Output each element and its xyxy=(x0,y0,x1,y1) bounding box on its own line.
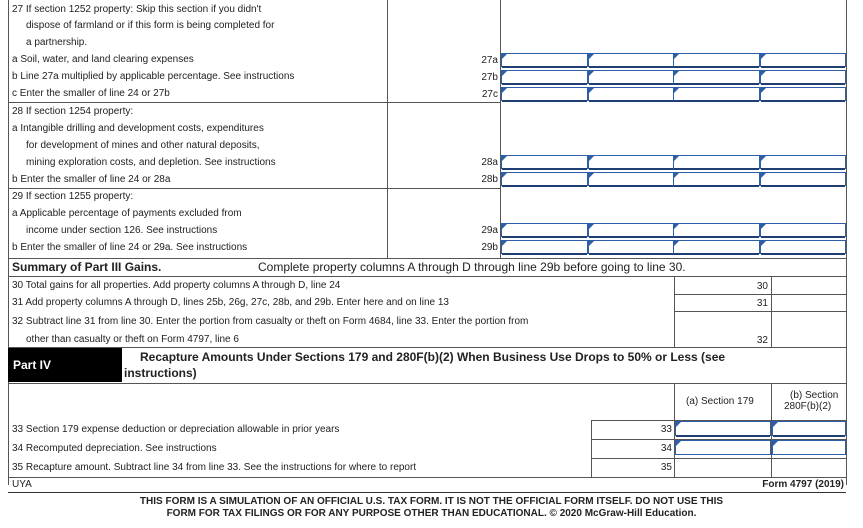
line29-heading: 29 If section 1255 property: xyxy=(12,191,134,202)
code-28a: 28a xyxy=(481,157,498,168)
line30-label: 30 Total gains for all properties. Add property columns A through D, line 24 xyxy=(12,280,341,291)
line35-label: 35 Recapture amount. Subtract line 34 from line 33. See the instructions for where to report xyxy=(12,462,417,473)
divider xyxy=(8,276,846,277)
code-35: 35 xyxy=(660,462,672,473)
line28a-property-b-input[interactable] xyxy=(588,155,675,169)
line34-label: 34 Recomputed depreciation. See instructions xyxy=(12,443,217,454)
line27a-property-a-input[interactable] xyxy=(501,53,588,67)
line28b-property-b-input[interactable] xyxy=(588,172,675,186)
line27b-label: b Line 27a multiplied by applicable percentage. See instructions xyxy=(12,71,295,82)
part4-title: Recapture Amounts Under Sections 179 and 280F(b)(2) When Business Use Drops to 50% or Less (see xyxy=(140,350,726,364)
line34-section179-input[interactable] xyxy=(675,440,771,455)
line30-total-input[interactable] xyxy=(772,278,846,293)
line28a-property-a-input[interactable] xyxy=(501,155,588,169)
line27c-property-c-input[interactable] xyxy=(673,87,760,101)
divider xyxy=(591,458,846,459)
line28-heading: 28 If section 1254 property: xyxy=(12,106,134,117)
line33-section280f-input[interactable] xyxy=(772,421,846,436)
line28a-label-cont: for development of mines and other natural deposits, xyxy=(26,140,260,151)
line28b-label: b Enter the smaller of line 24 or 28a xyxy=(12,174,171,185)
line29a-label: a Applicable percentage of payments excluded from xyxy=(12,208,242,219)
line29a-property-a-input[interactable] xyxy=(501,223,588,237)
line29a-property-b-input[interactable] xyxy=(588,223,675,237)
line29b-property-c-input[interactable] xyxy=(673,240,760,254)
line27a-property-b-input[interactable] xyxy=(588,53,675,67)
line28a-label-cont2: mining exploration costs, and depletion. See instructions xyxy=(26,157,276,168)
line27b-property-c-input[interactable] xyxy=(673,70,760,84)
summary-subtitle: Complete property columns A through D through line 29b before going to line 30. xyxy=(258,260,686,274)
divider xyxy=(8,347,846,348)
col-b-header-cont: 280F(b)(2) xyxy=(784,401,832,412)
divider xyxy=(8,492,846,493)
line29a-label-cont: income under section 126. See instructions xyxy=(26,225,218,236)
line27-heading-cont2: a partnership. xyxy=(26,37,88,48)
line28a-property-d-input[interactable] xyxy=(760,155,846,169)
col-b-header: (b) Section xyxy=(790,390,839,401)
line27c-property-a-input[interactable] xyxy=(501,87,588,101)
code-28b: 28b xyxy=(481,174,498,185)
code-30: 30 xyxy=(756,281,768,292)
line27b-property-a-input[interactable] xyxy=(501,70,588,84)
divider xyxy=(8,102,500,103)
part4-tag xyxy=(8,348,122,382)
line29b-property-b-input[interactable] xyxy=(588,240,675,254)
line27c-property-b-input[interactable] xyxy=(588,87,675,101)
line32-label: 32 Subtract line 31 from line 30. Enter the portion from casualty or theft on Form 4684, line 33. Enter the portion from xyxy=(12,316,529,327)
line27b-property-b-input[interactable] xyxy=(588,70,675,84)
right-border xyxy=(846,0,847,485)
uya-label: UYA xyxy=(12,479,32,490)
line31-total-input[interactable] xyxy=(772,295,846,310)
divider xyxy=(8,477,846,478)
line27-heading: 27 If section 1252 property: Skip this section if you didn't xyxy=(12,4,262,15)
line33-label: 33 Section 179 expense deduction or depreciation allowable in prior years xyxy=(12,424,340,435)
code-27b: 27b xyxy=(481,72,498,83)
left-border xyxy=(8,0,9,485)
code-32: 32 xyxy=(756,335,768,346)
code-27a: 27a xyxy=(481,55,498,66)
line27-heading-cont: dispose of farmland or if this form is being completed for xyxy=(26,20,275,31)
line33-section179-input[interactable] xyxy=(675,421,771,436)
divider xyxy=(8,188,500,189)
part4-tag-label: Part IV xyxy=(13,358,52,372)
line27c-label: c Enter the smaller of line 24 or 27b xyxy=(12,88,170,99)
p4-col-left xyxy=(591,420,592,477)
col-a-header: (a) Section 179 xyxy=(686,396,754,407)
line28b-property-d-input[interactable] xyxy=(760,172,846,186)
line29a-property-c-input[interactable] xyxy=(673,223,760,237)
form-id: Form 4797 (2019) xyxy=(762,479,844,490)
disclaimer-line1: THIS FORM IS A SIMULATION OF AN OFFICIAL U.S. TAX FORM. IT IS NOT THE OFFICIAL FORM ITSELF. DO NOT USE THIS xyxy=(139,496,724,507)
line27a-label: a Soil, water, and land clearing expenses xyxy=(12,54,194,65)
code-29a: 29a xyxy=(481,225,498,236)
line27b-property-d-input[interactable] xyxy=(760,70,846,84)
code-column-left xyxy=(387,0,388,258)
line27a-property-c-input[interactable] xyxy=(673,53,760,67)
code-29b: 29b xyxy=(481,242,498,253)
divider xyxy=(8,258,846,259)
line27a-property-d-input[interactable] xyxy=(760,53,846,67)
code-33: 33 xyxy=(660,424,672,435)
line28a-property-c-input[interactable] xyxy=(673,155,760,169)
line29b-property-d-input[interactable] xyxy=(760,240,846,254)
code-34: 34 xyxy=(660,443,672,454)
code-31: 31 xyxy=(756,298,768,309)
disclaimer-line2: FORM FOR TAX FILINGS OR FOR ANY PURPOSE OTHER THAN EDUCATIONAL. © 2020 McGraw-Hill Education. xyxy=(166,508,697,519)
code-27c: 27c xyxy=(481,89,498,100)
line28a-label: a Intangible drilling and development costs, expenditures xyxy=(12,123,264,134)
code-column-right xyxy=(500,0,501,258)
line29b-property-a-input[interactable] xyxy=(501,240,588,254)
line28b-property-c-input[interactable] xyxy=(673,172,760,186)
line28b-property-a-input[interactable] xyxy=(501,172,588,186)
divider xyxy=(8,383,846,384)
part4-title-cont: instructions) xyxy=(124,366,197,380)
summary-title: Summary of Part III Gains. xyxy=(12,260,162,274)
line34-section280f-input[interactable] xyxy=(772,440,846,455)
line29b-label: b Enter the smaller of line 24 or 29a. See instructions xyxy=(12,242,248,253)
line29a-property-d-input[interactable] xyxy=(760,223,846,237)
line32-total-input[interactable] xyxy=(772,330,846,346)
line31-label: 31 Add property columns A through D, lines 25b, 26g, 27c, 28b, and 29b. Enter here and on line 13 xyxy=(12,297,449,308)
line27c-property-d-input[interactable] xyxy=(760,87,846,101)
line32-label-cont: other than casualty or theft on Form 4797, line 6 xyxy=(26,334,239,345)
divider xyxy=(674,311,846,312)
